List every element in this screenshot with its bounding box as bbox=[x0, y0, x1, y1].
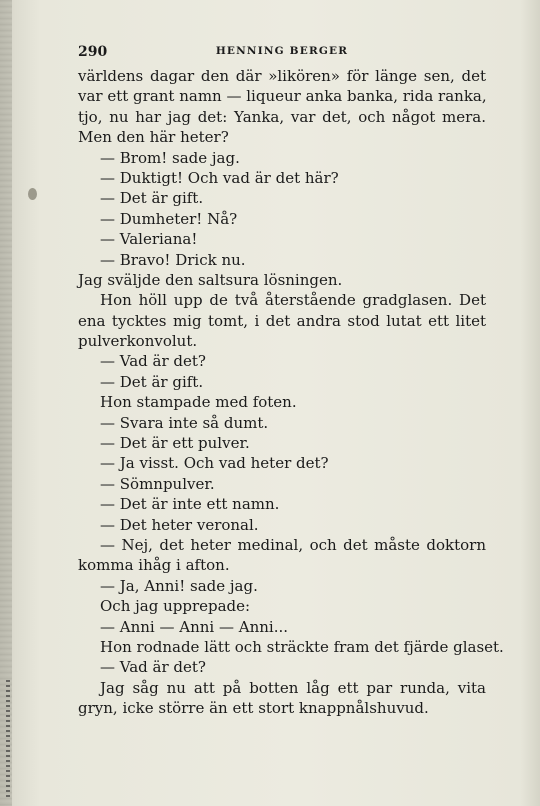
text-line: komma ihåg i afton. bbox=[78, 556, 230, 575]
text-line: pulverkonvolut. bbox=[78, 332, 198, 351]
text-line: Hon rodnade lätt och sträckte fram det fjärde glaset. bbox=[100, 637, 504, 656]
text-line: — Det är ett pulver. bbox=[100, 434, 250, 453]
text-line: — Anni — Anni — Anni... bbox=[100, 617, 288, 636]
text-line: Men den här heter? bbox=[78, 128, 229, 147]
page-header bbox=[78, 44, 486, 64]
text-line: gryn, icke större än ett stort knappnålshuvud. bbox=[78, 699, 429, 718]
text-line: — Det heter veronal. bbox=[100, 515, 259, 534]
text-line: — Ja visst. Och vad heter det? bbox=[100, 454, 329, 473]
text-line: — Det är gift. bbox=[100, 372, 204, 391]
text-line: — Duktigt! Och vad är det här? bbox=[100, 168, 339, 187]
text-line: Hon stampade med foten. bbox=[100, 393, 297, 412]
text-line: ena tycktes mig tomt, i det andra stod lutat ett litet bbox=[78, 311, 486, 330]
text-line: Hon höll upp de två återstående gradglasen. Det bbox=[100, 291, 486, 310]
text-line: — Nej, det heter medinal, och det måste doktorn bbox=[100, 535, 486, 554]
text-line: världens dagar den där »likören» för länge sen, det bbox=[78, 67, 486, 85]
text-line: — Det är inte ett namn. bbox=[100, 495, 280, 514]
text-line: — Dumheter! Nå? bbox=[100, 209, 238, 228]
ink-spot bbox=[28, 188, 37, 200]
page-number: 290 bbox=[78, 44, 108, 60]
text-line: — Bravo! Drick nu. bbox=[100, 250, 246, 269]
text-line: — Vad är det? bbox=[100, 352, 206, 371]
binding-stitch-marks bbox=[6, 680, 10, 800]
text-line: — Det är gift. bbox=[100, 189, 204, 208]
text-line: tjo, nu har jag det: Yanka, var det, och något mera. bbox=[78, 107, 486, 126]
running-head: HENNING BERGER bbox=[215, 45, 349, 57]
text-line: Jag såg nu att på botten låg ett par runda, vita bbox=[100, 678, 486, 697]
body-text bbox=[78, 66, 504, 719]
text-line: — Valeriana! bbox=[100, 230, 198, 249]
text-line: — Sömnpulver. bbox=[100, 474, 215, 493]
text-line: Jag sväljde den saltsura lösningen. bbox=[78, 270, 343, 289]
text-line: — Svara inte så dumt. bbox=[100, 413, 269, 432]
text-line: var ett grant namn — liqueur anka banka, rida ranka, bbox=[78, 87, 487, 106]
text-line: — Ja, Anni! sade jag. bbox=[100, 576, 258, 595]
text-line: Och jag upprepade: bbox=[100, 597, 251, 616]
text-line: — Vad är det? bbox=[100, 658, 206, 677]
text-line: — Brom! sade jag. bbox=[100, 148, 240, 167]
